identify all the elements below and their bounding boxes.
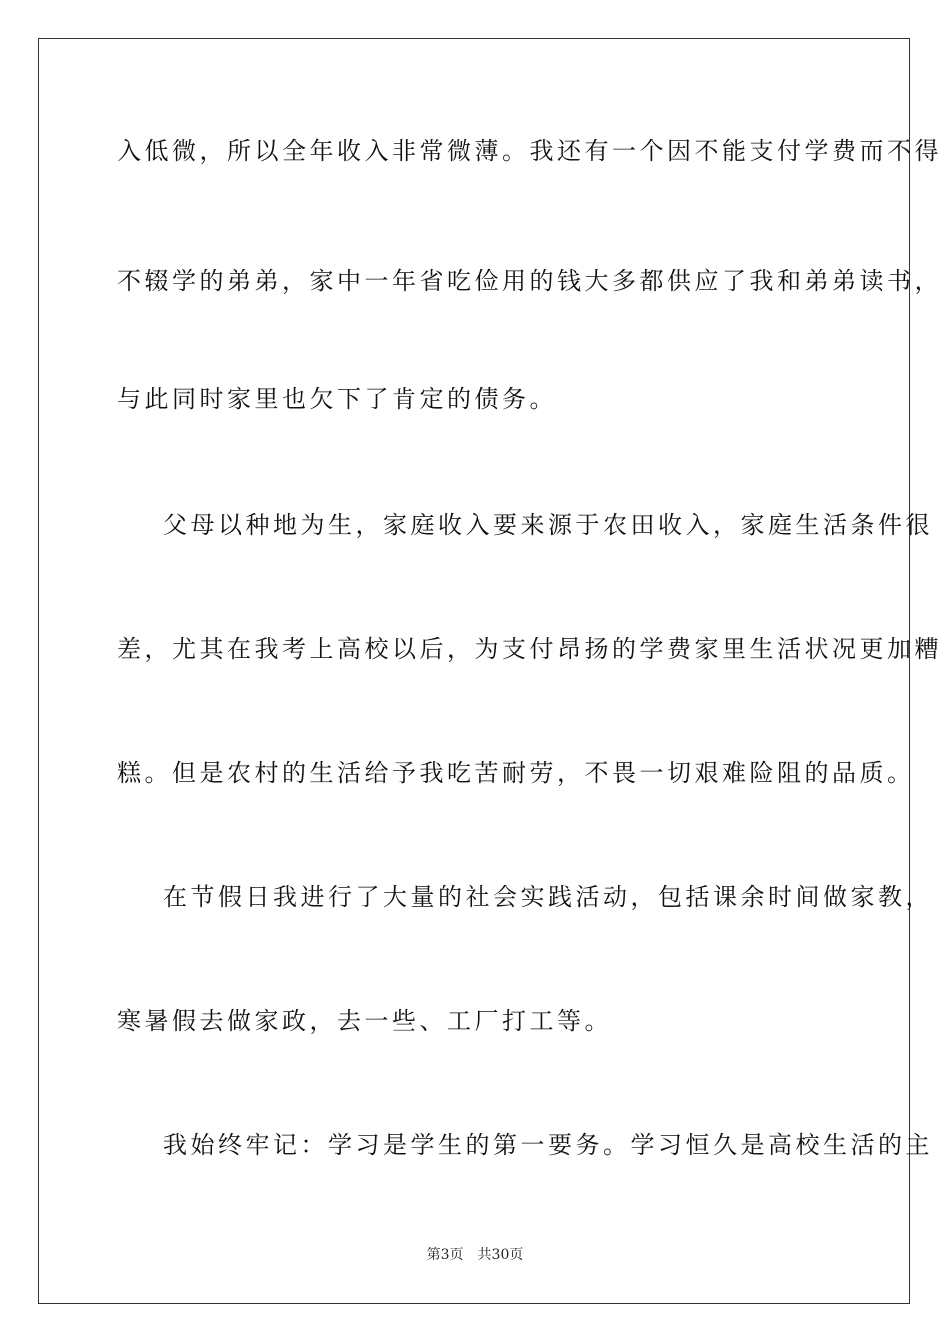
text-line: 入低微，所以全年收入非常微薄。我还有一个因不能支付学费而不得 — [117, 137, 942, 165]
text-line: 差，尤其在我考上高校以后，为支付昂扬的学费家里生活状况更加糟 — [117, 635, 942, 663]
text-line: 不辍学的弟弟，家中一年省吃俭用的钱大多都供应了我和弟弟读书， — [117, 267, 942, 295]
page-footer — [0, 1244, 950, 1264]
page-number-current: 第3页 — [426, 1247, 464, 1263]
text-line: 寒暑假去做家政，去一些、工厂打工等。 — [117, 1007, 612, 1035]
text-line: 父母以种地为生，家庭收入要来源于农田收入，家庭生活条件很 — [163, 511, 933, 539]
page-number-total: 共30页 — [477, 1247, 524, 1263]
page-border — [38, 38, 910, 1304]
text-line: 糕。但是农村的生活给予我吃苦耐劳，不畏一切艰难险阻的品质。 — [117, 759, 915, 787]
text-line: 与此同时家里也欠下了肯定的债务。 — [117, 385, 557, 413]
text-line: 在节假日我进行了大量的社会实践活动，包括课余时间做家教， — [163, 883, 933, 911]
text-line: 我始终牢记：学习是学生的第一要务。学习恒久是高校生活的主 — [163, 1131, 933, 1159]
